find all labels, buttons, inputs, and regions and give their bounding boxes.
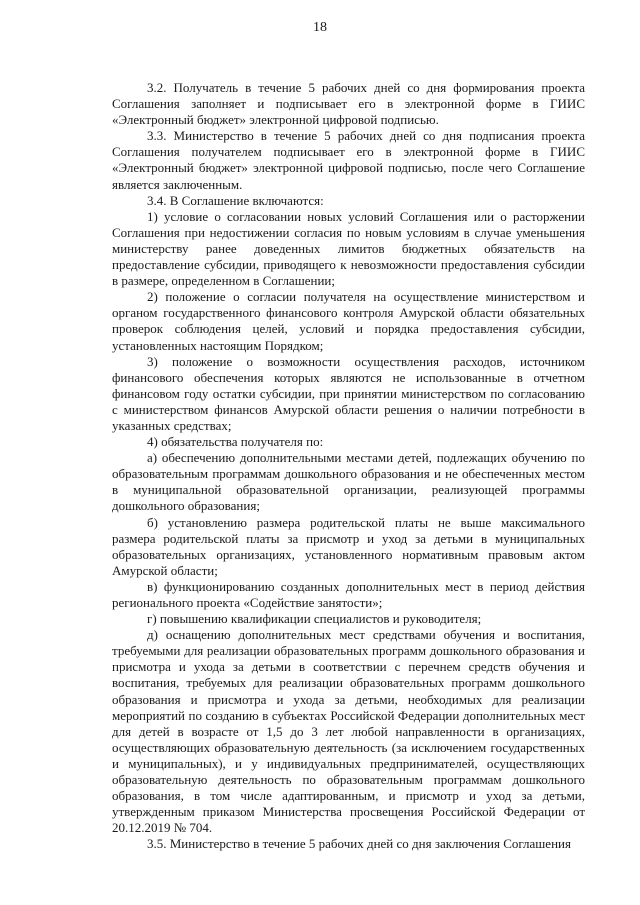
sub-item-b: б) установлению размера родительской платы не выше максимального размера родительской платы за присмотр и уход за детьми в муниципальных образовательных организациях, установленного нормативным правовым актом Амурской области; [112, 514, 585, 578]
list-item-1: 1) условие о согласовании новых условий Соглашения или о расторжении Соглашения при недостижении согласия по новым условиям в случае уменьшения министерству ранее доведенных лимитов бюджетных обязательств на предоставление субсидии, приводящего к невозможности предоставления субсидии в размере, определенном в Соглашении; [112, 208, 585, 289]
page-number: 18 [313, 20, 327, 35]
list-item-2: 2) положение о согласии получателя на осуществление министерством и органом государственного финансового контроля Амурской области обязательных проверок соблюдения целей, условий и порядка предоставления субсидии, установленных настоящим Порядком; [112, 289, 585, 353]
sub-item-g: г) повышению квалификации специалистов и руководителя; [147, 611, 482, 627]
list-item-3: 3) положение о возможности осуществления расходов, источником финансового обеспечения которых являются не использованные в отчетном финансовом году остатки субсидии, при принятии министерством по согласованию с министерством финансов Амурской области решения о наличии потребности в указанных средствах; [112, 353, 585, 433]
paragraph-3-2: 3.2. Получатель в течение 5 рабочих дней со дня формирования проекта Соглашения заполняет и подписывает его в электронной форме в ГИИС «Электронный бюджет» электронной цифровой подписью. [112, 80, 585, 128]
sub-item-d: д) оснащению дополнительных мест средствами обучения и воспитания, требуемыми для реализации образовательных программ дошкольного образования и присмотра и ухода за детьми в соответствии с перечнем средств обучения и воспитания, требуемых для реализации образовательных программ дошкольного образования и присмотра и ухода за детьми, необходимых для реализации мероприятий по созданию в субъектах Российской Федерации дополнительных мест для детей в возрасте от 1,5 до 3 лет любой направленности в организациях, осуществляющих образовательную деятельность (за исключением государственных и муниципальных), и у индивидуальных предпринимателей, осуществляющих образовательную деятельность по образовательным программам дошкольного образования, в том числе адаптированным, и присмотр и уход за детьми, утвержденным приказом Министерства просвещения Российской Федерации от 20.12.2019 № 704. [112, 627, 585, 836]
paragraph-3-3: 3.3. Министерство в течение 5 рабочих дней со дня подписания проекта Соглашения получателем подписывает его в электронной форме в ГИИС «Электронный бюджет» электронной цифровой подписью, после чего Соглашение является заключенным. [112, 128, 585, 192]
document-body [112, 80, 585, 853]
paragraph-3-5: 3.5. Министерство в течение 5 рабочих дней со дня заключения Соглашения [147, 836, 571, 852]
sub-item-v: в) функционированию созданных дополнительных мест в период действия регионального проекта «Содействие занятости»; [112, 578, 585, 610]
paragraph-3-4-heading: 3.4. В Соглашение включаются: [147, 192, 324, 208]
list-item-4: 4) обязательства получателя по: [147, 434, 324, 450]
sub-item-a: а) обеспечению дополнительными местами детей, подлежащих обучению по образовательным программам дошкольного образования и не обеспеченных местом в муниципальной образовательной организации, реализующей программы дошкольного образования; [112, 450, 585, 514]
